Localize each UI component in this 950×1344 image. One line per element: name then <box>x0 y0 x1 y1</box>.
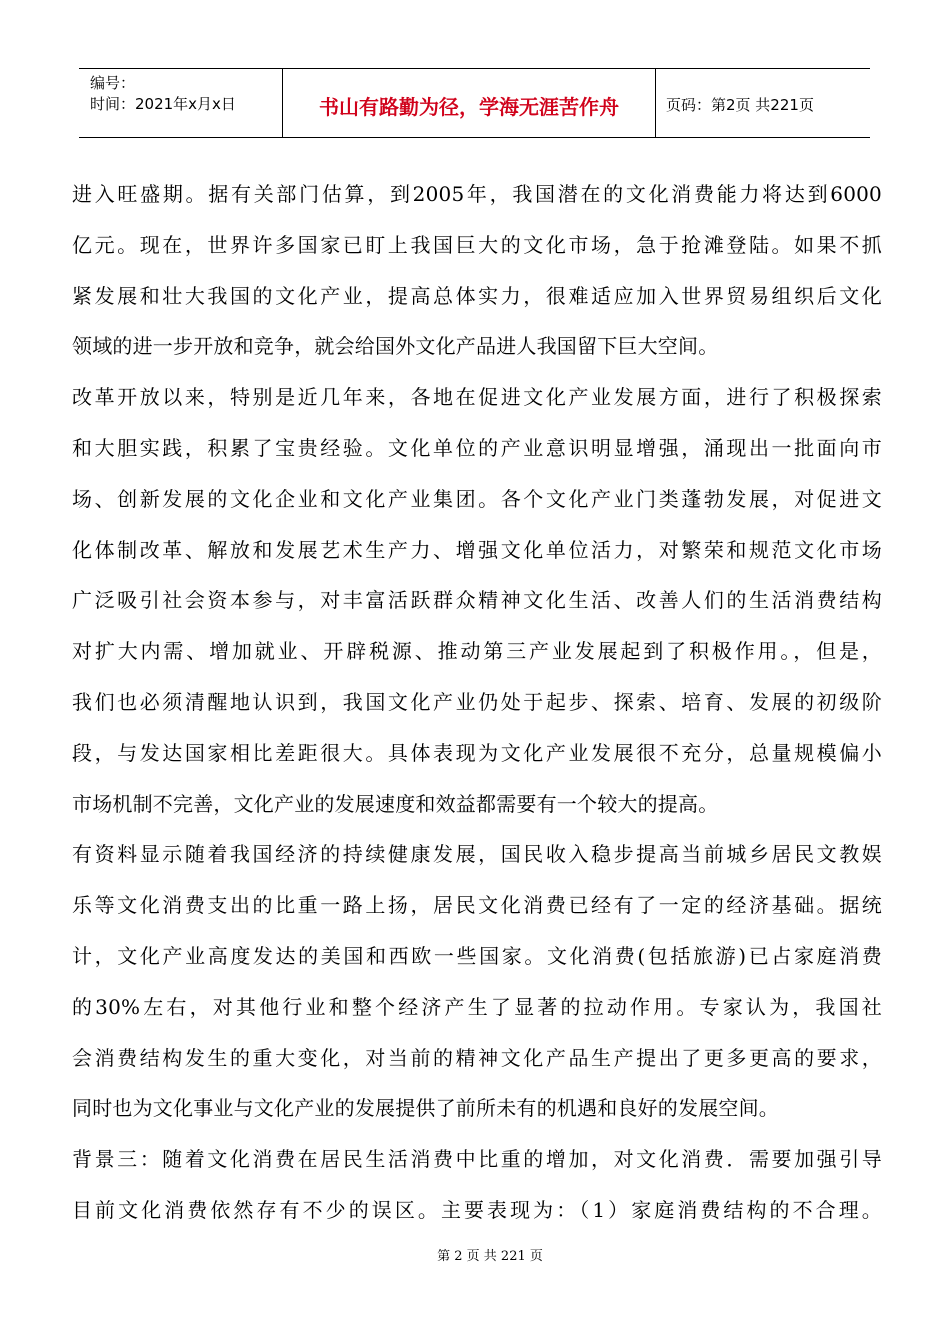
text-line: 背景三：随着文化消费在居民生活消费中比重的增加，对文化消费．需要加强引导 <box>72 1147 882 1172</box>
text-line: 我们也必须清醒地认识到，我国文化产业仍处于起步、探索、培育、发展的初级阶 <box>72 689 882 714</box>
document-date: 时间：2021年x月x日 <box>90 95 236 113</box>
text-line: 计，文化产业高度发达的美国和西欧一些国家。文化消费(包括旅游)已占家庭消费 <box>72 943 882 968</box>
text-line: 领域的进一步开放和竞争，就会给国外文化产品进人我国留下巨大空间。 <box>72 334 719 359</box>
text-line: 段，与发达国家相比差距很大。具体表现为文化产业发展很不充分，总量规模偏小 <box>72 740 882 765</box>
document-number: 编号： <box>90 74 136 92</box>
text-line: 场、创新发展的文化企业和文化产业集团。各个文化产业门类蓬勃发展，对促进文 <box>72 486 882 511</box>
text-line: 广泛吸引社会资本参与，对丰富活跃群众精神文化生活、改善人们的生活消费结构 <box>72 588 882 613</box>
page-header <box>79 68 870 138</box>
header-page-number: 页码：第2页 共221页 <box>666 95 814 114</box>
text-line: 紧发展和壮大我国的文化产业，提高总体实力，很难适应加入世界贸易组织后文化 <box>72 283 882 308</box>
document-body <box>72 172 882 1239</box>
text-line: 进入旺盛期。据有关部门估算，到2005年，我国潜在的文化消费能力将达到6000 <box>72 182 882 206</box>
text-line: 亿元。现在，世界许多国家已盯上我国巨大的文化市场，急于抢滩登陆。如果不抓 <box>72 232 882 257</box>
footer-page-number: 第 2 页 共 221 页 <box>437 1249 543 1264</box>
text-line: 和大胆实践，积累了宝贵经验。文化单位的产业意识明显增强，涌现出一批面向市 <box>72 435 882 460</box>
text-line: 对扩大内需、增加就业、开辟税源、推动第三产业发展起到了积极作用。，但是， <box>72 639 882 664</box>
text-line: 的30%左右，对其他行业和整个经济产生了显著的拉动作用。专家认为，我国社 <box>72 994 882 1019</box>
text-line: 同时也为文化事业与文化产业的发展提供了前所未有的机遇和良好的发展空间。 <box>72 1096 779 1121</box>
text-line: 会消费结构发生的重大变化，对当前的精神文化产品生产提出了更多更高的要求， <box>72 1045 882 1070</box>
header-motto: 书山有路勤为径，学海无涯苦作舟 <box>283 69 656 137</box>
header-meta <box>79 69 283 137</box>
text-line: 目前文化消费依然存有不少的误区。主要表现为：（1）家庭消费结构的不合理。 <box>72 1197 882 1222</box>
text-line: 市场机制不完善，文化产业的发展速度和效益都需要有一个较大的提高。 <box>72 791 719 816</box>
text-line: 化体制改革、解放和发展艺术生产力、增强文化单位活力，对繁荣和规范文化市场 <box>72 537 882 562</box>
text-line: 改革开放以来，特别是近几年来，各地在促进文化产业发展方面，进行了积极探索 <box>72 385 882 410</box>
text-line: 乐等文化消费支出的比重一路上扬，居民文化消费已经有了一定的经济基础。据统 <box>72 893 882 918</box>
text-line: 有资料显示随着我国经济的持续健康发展，国民收入稳步提高当前城乡居民文教娱 <box>72 842 882 867</box>
page-footer <box>0 1245 950 1264</box>
